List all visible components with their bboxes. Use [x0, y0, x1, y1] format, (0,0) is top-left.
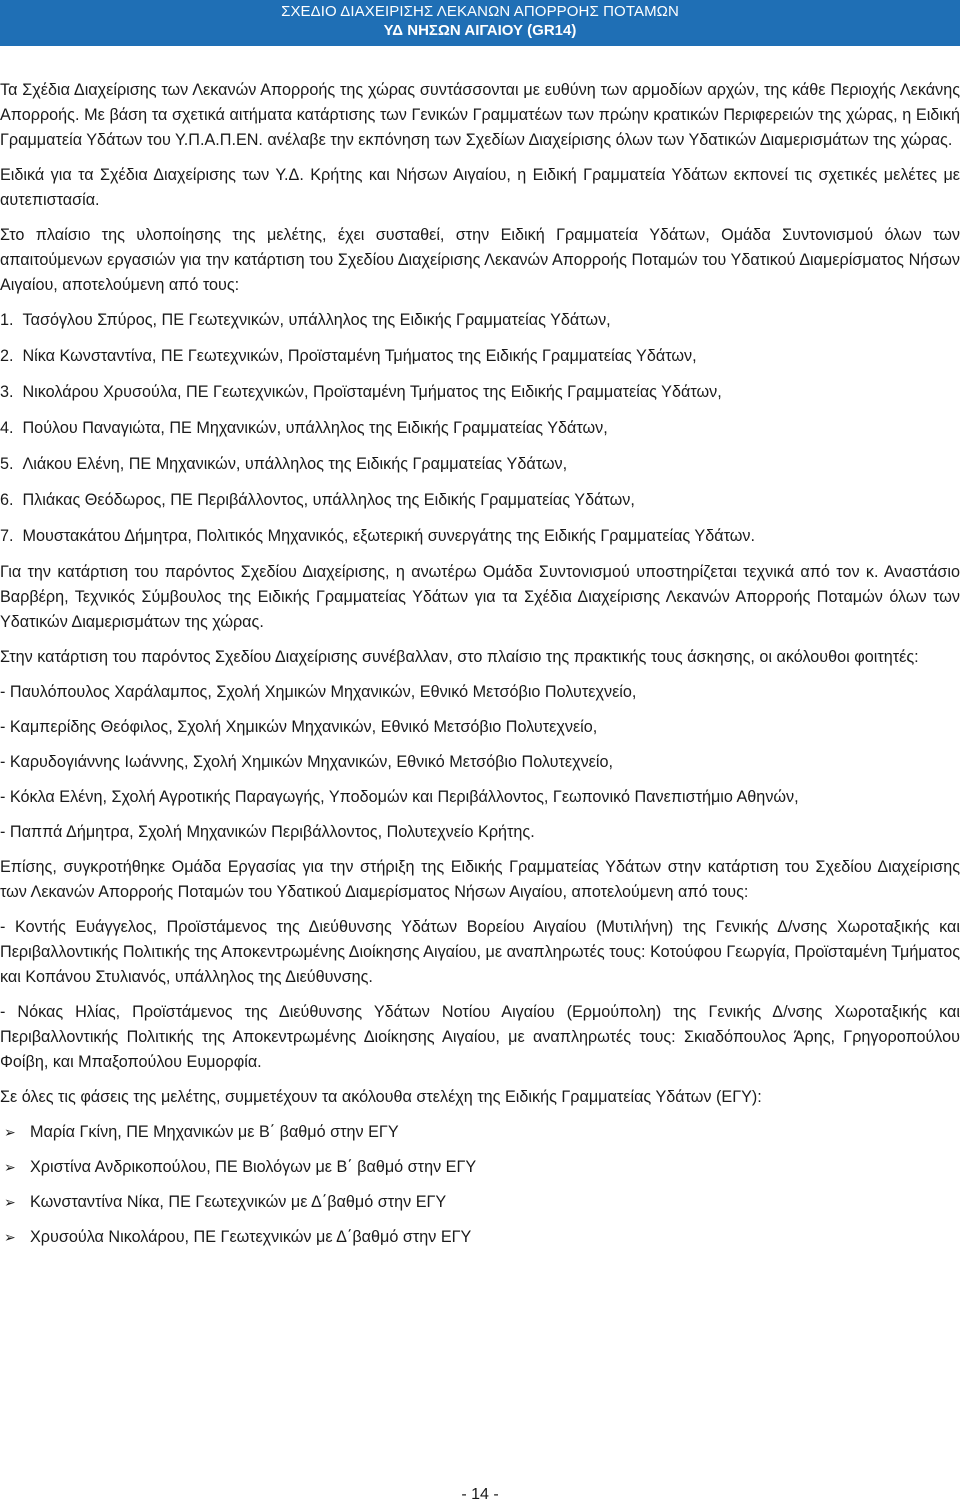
list-item: - Κόκλα Ελένη, Σχολή Αγροτικής Παραγωγής, Υποδομών και Περιβάλλοντος, Γεωπονικό Πανεπιστήμιο Αθηνών, — [0, 788, 799, 806]
paragraph-technical-support: Για την κατάρτιση του παρόντος Σχεδίου Διαχείρισης, η ανωτέρω Ομάδα Συντονισμού υποστηρίζεται τεχνικά από τον κ. Αναστάσιο Βαρβέρη, Τεχνικός Σύμβουλος της Ειδικής Γραμματείας Υδάτων για τα Σχέδια Διαχείρισης Λεκανών Απορροής Ποταμών όλων των Υδατικών Διαμερισμάτων της χώρας. — [0, 563, 960, 631]
paragraph-working-group: Επίσης, συγκροτήθηκε Ομάδα Εργασίας για την στήριξη της Ειδικής Γραμματείας Υδάτων στην κατάρτιση του Σχεδίου Διαχείρισης των Λεκανών Απορροής Ποταμών του Υδατικού Διαμερίσματος Νήσων Αιγαίου, αποτελούμενη από τους: — [0, 858, 960, 901]
list-item-text: Χρυσούλα Νικολάρου, ΠΕ Γεωτεχνικών με Δ΄βαθμό στην ΕΓΥ — [30, 1228, 472, 1246]
paragraph-crete: Ειδικά για τα Σχέδια Διαχείρισης των Υ.Δ. Κρήτης και Νήσων Αιγαίου, η Ειδική Γραμματεία Υδάτων εκπονεί τις σχετικές μελέτες με αυτεπιστασία. — [0, 166, 960, 209]
arrow-bullet-icon: ➢ — [4, 1159, 16, 1175]
students-list — [0, 680, 960, 845]
list-item: - Καρυδογιάννης Ιωάννης, Σχολή Χημικών Μηχανικών, Εθνικό Μετσόβιο Πολυτεχνείο, — [0, 753, 613, 771]
list-item-text: Μαρία Γκίνη, ΠΕ Μηχανικών με Β΄ βαθμό στην ΕΓΥ — [30, 1123, 399, 1141]
coordination-team-list — [0, 308, 960, 549]
paragraph-students: Στην κατάρτιση του παρόντος Σχεδίου Διαχείρισης συνέβαλλαν, στο πλαίσιο της πρακτικής τους άσκησης, οι ακόλουθοι φοιτητές: — [0, 648, 919, 666]
list-item: 6. Πλιάκας Θεόδωρος, ΠΕ Περιβάλλοντος, υπάλληλος της Ειδικής Γραμματείας Υδάτων, — [0, 491, 635, 509]
list-item: 1. Τασόγλου Σπύρος, ΠΕ Γεωτεχνικών, υπάλληλος της Ειδικής Γραμματείας Υδάτων, — [0, 311, 611, 329]
page-header — [0, 0, 960, 46]
list-item: - Καμπερίδης Θεόφιλος, Σχολή Χημικών Μηχανικών, Εθνικό Μετσόβιο Πολυτεχνείο, — [0, 718, 598, 736]
paragraph-egy-staff: Σε όλες τις φάσεις της μελέτης, συμμετέχουν τα ακόλουθα στελέχη της Ειδικής Γραμματείας Υδάτων (ΕΓΥ): — [0, 1088, 762, 1106]
list-item: - Παυλόπουλος Χαράλαμπος, Σχολή Χημικών Μηχανικών, Εθνικό Μετσόβιο Πολυτεχνείο, — [0, 683, 637, 701]
arrow-bullet-icon: ➢ — [4, 1194, 16, 1210]
list-item: 2. Νίκα Κωνσταντίνα, ΠΕ Γεωτεχνικών, Προϊσταμένη Τμήματος της Ειδικής Γραμματείας Υδάτων, — [0, 347, 697, 365]
list-item: 5. Λιάκου Ελένη, ΠΕ Μηχανικών, υπάλληλος της Ειδικής Γραμματείας Υδάτων, — [0, 455, 568, 473]
paragraph-coordination: Στο πλαίσιο της υλοποίησης της μελέτης, έχει συσταθεί, στην Ειδική Γραμματεία Υδάτων, Ομάδα Συντονισμού όλων των απαιτούμενων εργασιών για την κατάρτιση του Σχεδίου Διαχείρισης Λεκανών Απορροής Ποταμών του Υδατικού Διαμερίσματος Νήσων Αιγαίου, αποτελούμενη από τους: — [0, 226, 960, 294]
list-item — [0, 1190, 960, 1215]
list-item: 7. Μουστακάτου Δήμητρα, Πολιτικός Μηχανικός, εξωτερική συνεργάτης της Ειδικής Γραμματείας Υδάτων. — [0, 527, 755, 545]
header-subtitle: ΥΔ ΝΗΣΩΝ ΑΙΓΑΙΟΥ (GR14) — [383, 22, 577, 39]
list-item — [0, 1225, 960, 1250]
header-title: ΣΧΕΔΙΟ ΔΙΑΧΕΙΡΙΣΗΣ ΛΕΚΑΝΩΝ ΑΠΟΡΡΟΗΣ ΠΟΤΑΜΩΝ — [281, 3, 679, 20]
list-item: - Παππά Δήμητρα, Σχολή Μηχανικών Περιβάλλοντος, Πολυτεχνείο Κρήτης. — [0, 823, 535, 841]
list-item: 3. Νικολάρου Χρυσούλα, ΠΕ Γεωτεχνικών, Προϊσταμένη Τμήματος της Ειδικής Γραμματείας Υδάτων, — [0, 383, 722, 401]
egy-staff-list — [0, 1120, 960, 1250]
list-item — [0, 1120, 960, 1145]
paragraph-intro: Τα Σχέδια Διαχείρισης των Λεκανών Απορροής της χώρας συντάσσονται με ευθύνη των αρμοδίων αρχών, της κάθε Περιοχής Λεκάνης Απορροής. Με βάση τα σχετικά αιτήματα κατάρτισης των Γενικών Γραμματέων των πρώην κρατικών Περιφερειών της χώρας, η Ειδική Γραμματεία Υδάτων του Υ.Π.Α.Π.ΕΝ. ανέλαβε την εκπόνηση των Σχεδίων Διαχείρισης όλων των Υδατικών Διαμερισμάτων της χώρας. — [0, 81, 960, 149]
arrow-bullet-icon: ➢ — [4, 1124, 16, 1140]
list-item — [0, 1155, 960, 1180]
list-item: 4. Πούλου Παναγιώτα, ΠΕ Μηχανικών, υπάλληλος της Ειδικής Γραμματείας Υδάτων, — [0, 419, 608, 437]
list-item: - Νόκας Ηλίας, Προϊστάμενος της Διεύθυνσης Υδάτων Νοτίου Αιγαίου (Ερμούπολη) της Γενικής Δ/νσης Χωροταξικής και Περιβαλλοντικής Πολιτικής της Αποκεντρωμένης Διοίκησης Αιγαίου, με αναπληρωτές τους: Σκιαδόπουλος Άρης, Γρηγοροπούλου Φοίβη, και Μπαξοπούλου Ευμορφία. — [0, 1003, 960, 1071]
list-item: - Κοντής Ευάγγελος, Προϊστάμενος της Διεύθυνσης Υδάτων Βορείου Αιγαίου (Μυτιλήνη) της Γενικής Δ/νσης Χωροταξικής και Περιβαλλοντικής Πολιτικής της Αποκεντρωμένης Διοίκησης Αιγαίου, με αναπληρωτές τους: Κοτούφου Γεωργία, Προϊσταμένη Τμήματος και Κοπάνου Στυλιανός, υπάλληλος της Διεύθυνσης. — [0, 918, 960, 986]
page-number: - 14 - — [461, 1486, 499, 1503]
list-item-text: Κωνσταντίνα Νίκα, ΠΕ Γεωτεχνικών με Δ΄βαθμό στην ΕΓΥ — [30, 1193, 447, 1211]
list-item-text: Χριστίνα Ανδρικοπούλου, ΠΕ Βιολόγων με Β΄ βαθμό στην ΕΓΥ — [30, 1158, 477, 1176]
arrow-bullet-icon: ➢ — [4, 1229, 16, 1245]
document-body — [0, 78, 960, 1260]
working-group-list — [0, 915, 960, 1075]
